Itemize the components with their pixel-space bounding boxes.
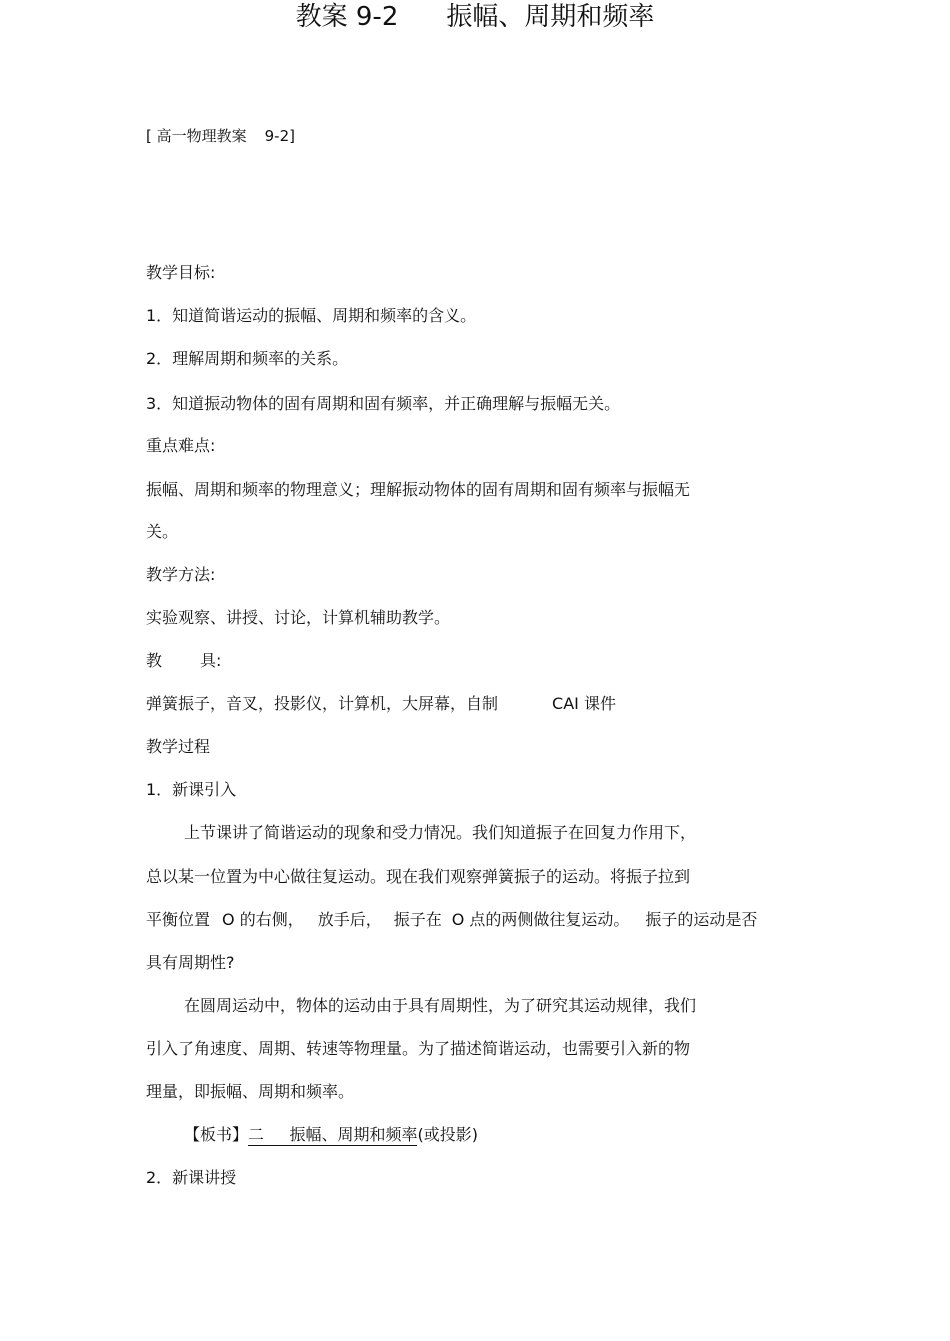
- paragraph-1-line-2: 总以某一位置为中心做往复运动。现在我们观察弹簧振子的运动。将振子拉到: [146, 867, 691, 886]
- step-1-heading: 1．新课引入: [146, 780, 237, 799]
- board-heading: 二 振幅、周期和频率: [248, 1125, 418, 1144]
- tools-heading-char-1: 教: [146, 651, 163, 670]
- board-label: 【板书】: [184, 1125, 249, 1144]
- p1-segment-a: 平衡位置: [146, 910, 211, 929]
- page-title: [0, 0, 950, 34]
- goal-item-2: 2．理解周期和频率的关系。: [146, 349, 349, 368]
- tools-heading-char-2: 具:: [200, 651, 222, 670]
- key-points-heading: 重点难点:: [146, 436, 216, 455]
- paragraph-2-line-2: 引入了角速度、周期、转速等物理量。为了描述简谐运动，也需要引入新的物: [146, 1039, 691, 1058]
- board-suffix: (或投影): [417, 1125, 478, 1144]
- p1-segment-b: O 的右侧，: [222, 910, 304, 929]
- tools-cai: CAI 课件: [552, 694, 616, 713]
- tools-heading: [146, 650, 221, 672]
- document-header: [146, 125, 295, 147]
- header-label: [ 高一物理教案: [146, 127, 247, 145]
- paragraph-2-line-3: 理量，即振幅、周期和频率。: [146, 1082, 355, 1101]
- p1-segment-e: O 点的两侧做往复运动。: [451, 910, 630, 929]
- title-topic: 振幅、周期和频率: [446, 2, 655, 32]
- paragraph-1-line-4: 具有周期性?: [146, 953, 235, 972]
- tools-text: [146, 693, 616, 715]
- p1-segment-d: 振子在: [393, 910, 442, 929]
- title-lesson-number: 教案 9-2: [295, 2, 399, 32]
- paragraph-1-line-3: [146, 909, 757, 931]
- key-points-line-2: 关。: [146, 522, 179, 541]
- key-points-line-1: 振幅、周期和频率的物理意义；理解振动物体的固有周期和固有频率与振幅无: [146, 480, 691, 499]
- goal-item-3: 3．知道振动物体的固有周期和固有频率，并正确理解与振幅无关。: [146, 394, 621, 413]
- paragraph-2-line-1: 在圆周运动中，物体的运动由于具有周期性，为了研究其运动规律，我们: [184, 996, 697, 1015]
- p1-segment-c: 放手后，: [317, 910, 382, 929]
- p1-segment-f: 振子的运动是否: [645, 910, 758, 929]
- tools-list: 弹簧振子，音叉，投影仪，计算机，大屏幕，自制: [146, 694, 499, 713]
- header-code: 9-2]: [264, 127, 295, 145]
- process-heading: 教学过程: [146, 737, 211, 756]
- goals-heading: 教学目标:: [146, 263, 216, 282]
- method-heading: 教学方法:: [146, 565, 216, 584]
- goal-item-1: 1．知道简谐运动的振幅、周期和频率的含义。: [146, 306, 477, 325]
- paragraph-1-line-1: 上节课讲了简谐运动的现象和受力情况。我们知道振子在回复力作用下，: [184, 823, 697, 842]
- method-text: 实验观察、讲授、讨论，计算机辅助教学。: [146, 608, 451, 627]
- board-line: [184, 1124, 478, 1146]
- step-2-heading: 2．新课讲授: [146, 1168, 237, 1187]
